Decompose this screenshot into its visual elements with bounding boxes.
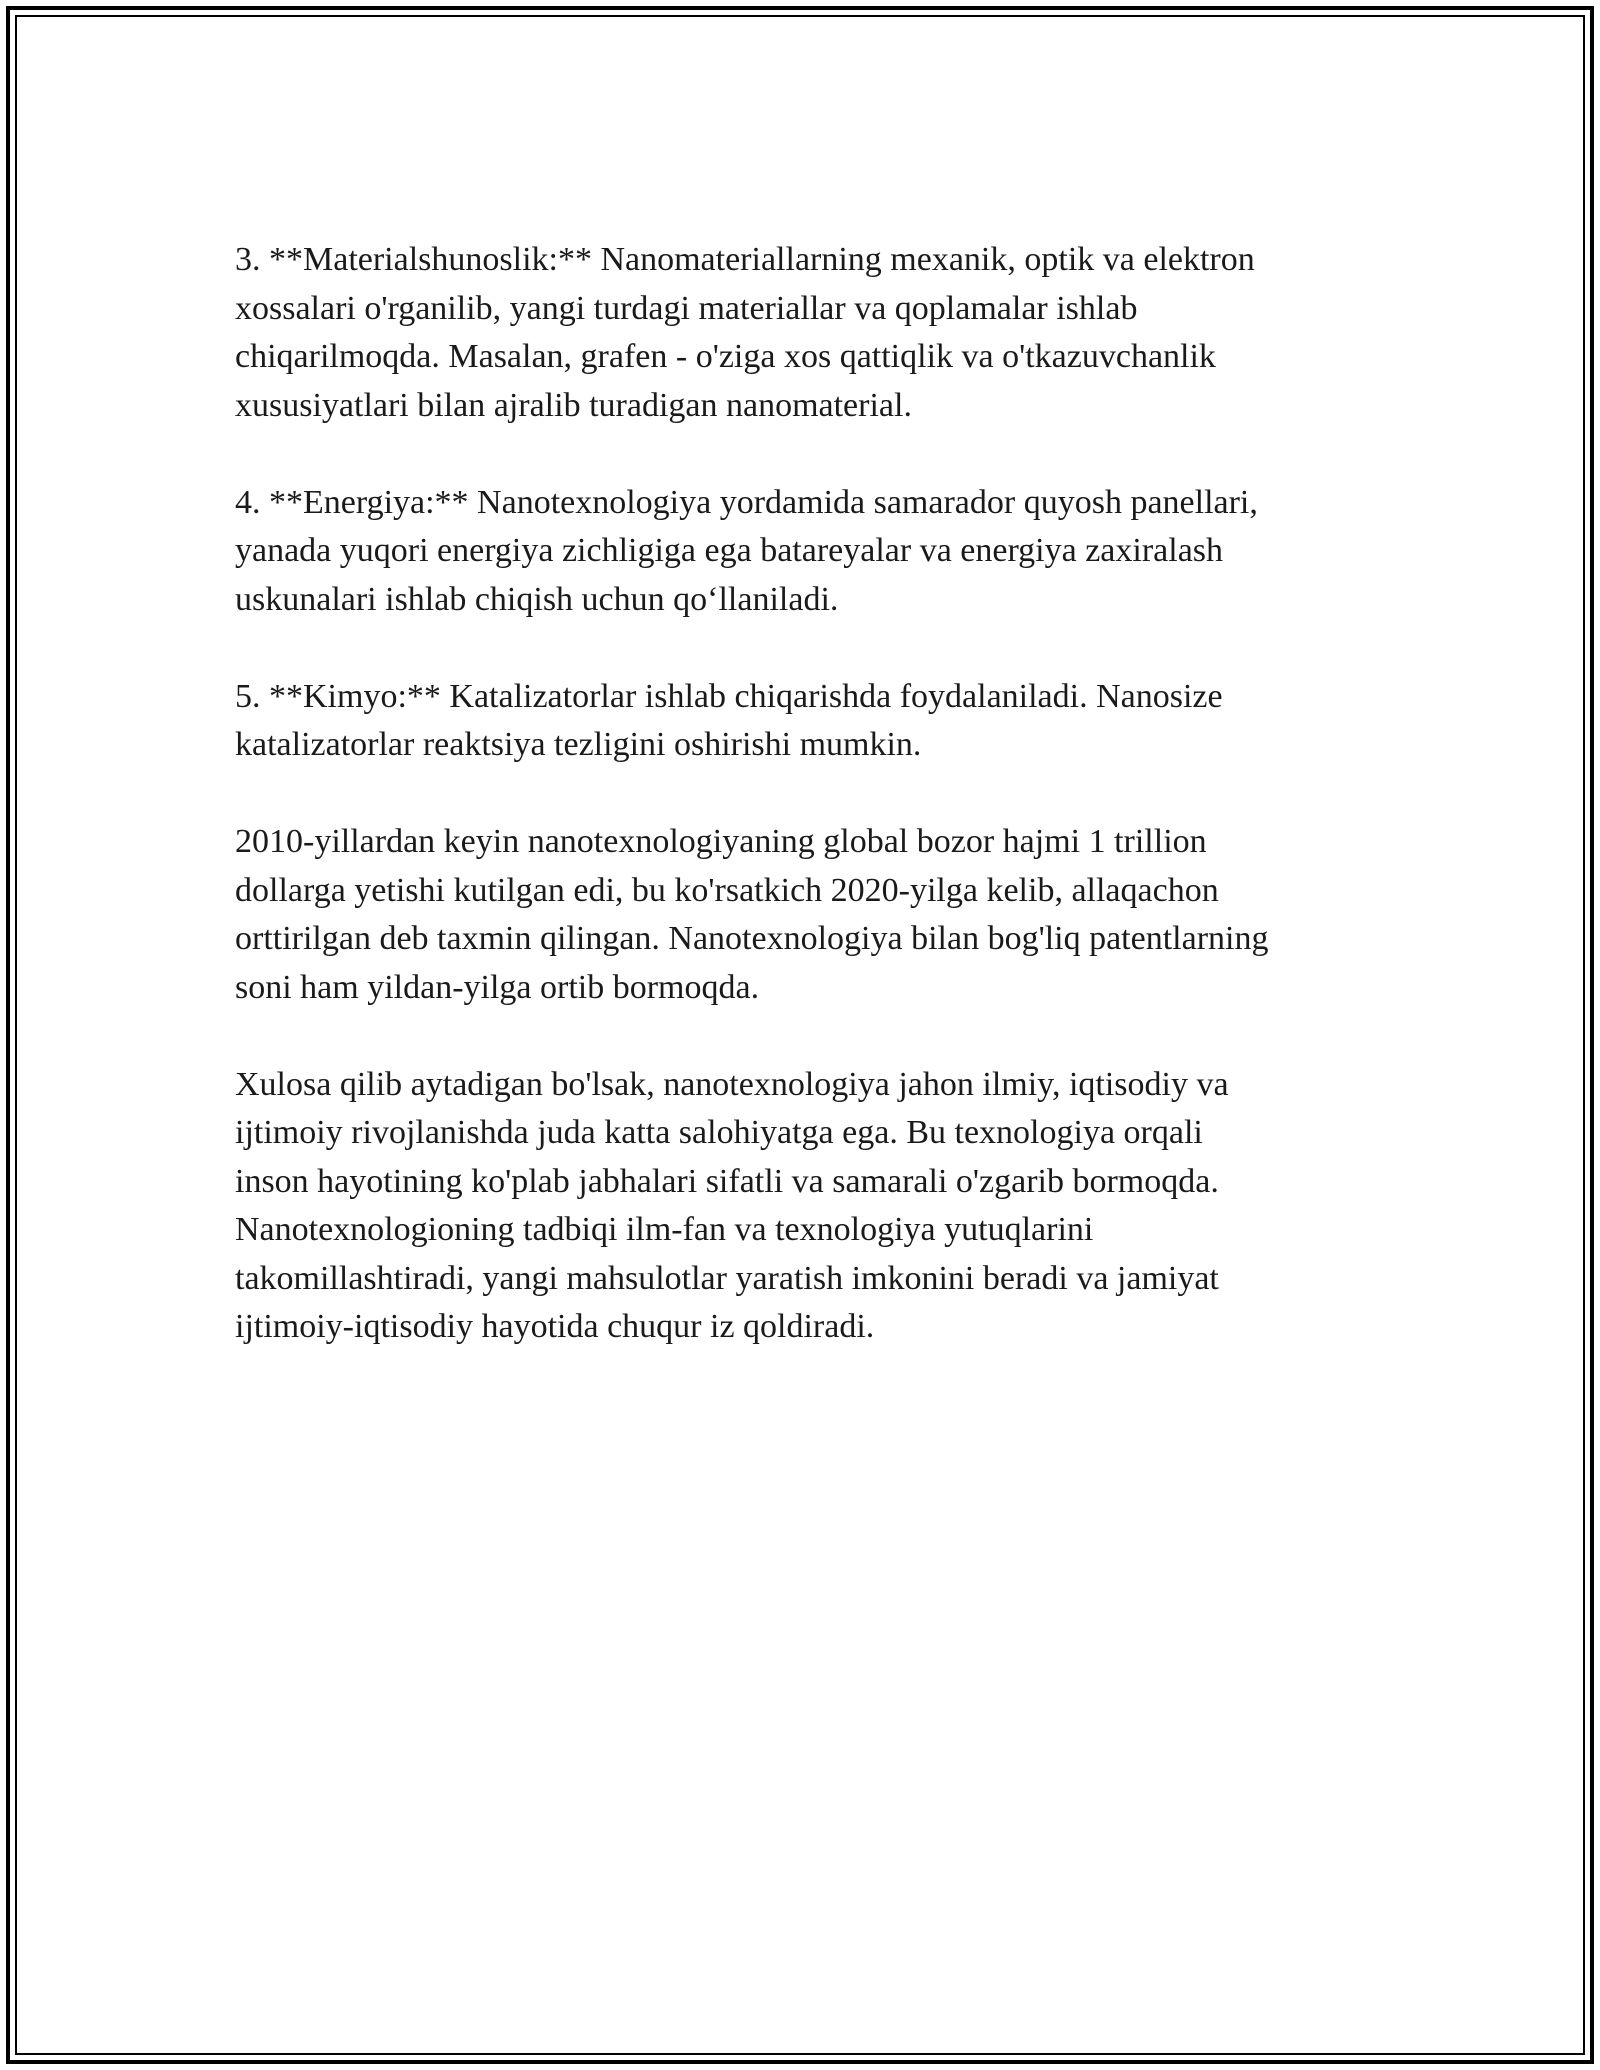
paragraph-materialshunoslik: 3. **Materialshunoslik:** Nanomateriallarning mexanik, optik va elektron xossalari o'rganilib, yangi turdagi materiallar va qoplamalar ishlab chiqarilmoqda. Masalan, grafen - o'ziga xos qattiqlik va o'tkazuvchanlik xususiyatlari bilan ajralib turadigan nanomaterial. [235, 241, 1255, 424]
document-body [235, 236, 1365, 1400]
paragraph-kimyo: 5. **Kimyo:** Katalizatorlar ishlab chiqarishda foydalaniladi. Nanosize katalizatorlar reaktsiya tezligini oshirishi mumkin. [235, 677, 1223, 763]
paragraph-market: 2010-yillardan keyin nanotexnologiyaning global bozor hajmi 1 trillion dollarga yetishi kutilgan edi, bu ko'rsatkich 2020-yilga kelib, allaqachon orttirilgan deb taxmin qilingan. Nanotexnologiya bilan bog'liq patentlarning soni ham yildan-yilga ortib bormoqda. [235, 823, 1269, 1006]
paragraph-energiya: 4. **Energiya:** Nanotexnologiya yordamida samarador quyosh panellari, yanada yuqori energiya zichligiga ega batareyalar va energiya zaxiralash uskunalari ishlab chiqish uchun qo‘llaniladi. [235, 483, 1258, 618]
paragraph-conclusion: Xulosa qilib aytadigan bo'lsak, nanotexnologiya jahon ilmiy, iqtisodiy va ijtimoiy rivojlanishda juda katta salohiyatga ega. Bu texnologiya orqali inson hayotining ko'plab jabhalari sifatli va samarali o'zgarib bormoqda. Nanotexnologioning tadbiqi ilm-fan va texnologiya yutuqlarini takomillashtiradi, yangi mahsulotlar yaratish imkonini beradi va jamiyat ijtimoiy-iqtisodiy hayotida chuqur iz qoldiradi. [235, 1065, 1229, 1345]
